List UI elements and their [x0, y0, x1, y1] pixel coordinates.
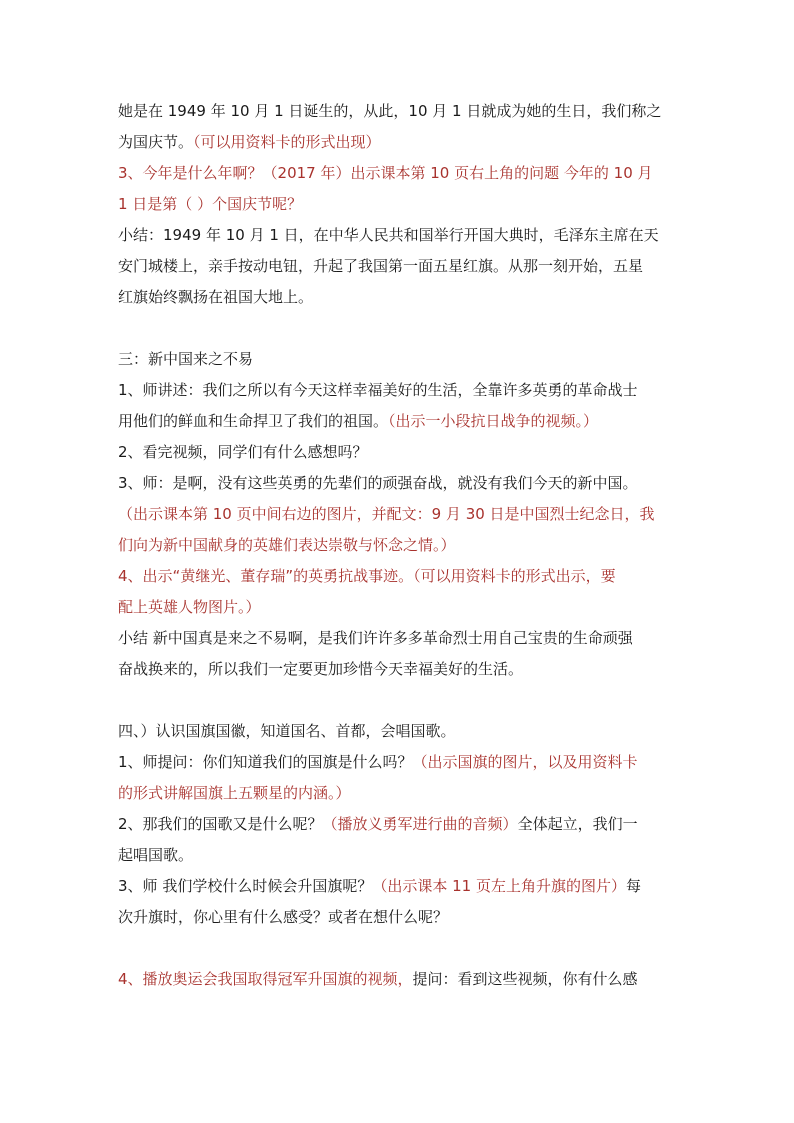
text-line — [118, 530, 678, 561]
body-text: 我们学校什么时候会升国旗呢？ — [157, 877, 373, 895]
highlighted-text: 配上英雄人物图片。） — [118, 598, 261, 616]
body-text: 次升旗时，你心里有什么感受？或者在想什么呢？ — [118, 908, 449, 926]
text-line — [118, 809, 678, 840]
body-text: 三：新中国来之不易 — [118, 350, 254, 368]
text-line — [118, 96, 678, 127]
highlighted-text: （出示课本 11 页左上角升旗的图片） — [372, 877, 626, 895]
text-line — [118, 158, 678, 189]
text-line — [118, 778, 678, 809]
highlighted-text: 4、出示“黄继光、董存瑞”的英勇抗战事迹。 — [118, 567, 414, 585]
text-line — [118, 282, 678, 313]
body-text: 小结 — [118, 629, 149, 647]
body-text: 安门城楼上，亲手按动电钮，升起了我国第一面五星红旗。从那一刻开始，五星 — [118, 257, 644, 275]
highlighted-text: 的形式讲解国旗上五颗星的内涵。） — [118, 784, 351, 802]
highlighted-text: （出示国旗的图片，以及用资料卡 — [412, 753, 638, 771]
highlighted-text: 今年的 10 月 — [559, 164, 653, 182]
highlighted-text: 出示课本第 10 页右上角的问题 — [350, 164, 560, 182]
body-text: 每 — [625, 877, 641, 895]
body-text: 四、）认识国旗国徽，知道国名、首都，会唱国歌。 — [118, 722, 456, 740]
blank-line — [118, 933, 678, 964]
text-line — [118, 127, 678, 158]
body-text: 用他们的鲜血和生命捍卫了我们的祖国。 — [118, 412, 389, 430]
text-line — [118, 623, 678, 654]
text-line — [118, 747, 678, 778]
body-text: 2、那我们的国歌又是什么呢？ — [118, 815, 323, 833]
text-line — [118, 251, 678, 282]
text-line — [118, 406, 678, 437]
body-text: 她是在 1949 年 10 月 1 日诞生的，从此，10 月 1 日就成为她的生日，我们称之 — [118, 102, 662, 120]
body-text: 提问：看到这些视频，你有什么感 — [412, 970, 638, 988]
highlighted-text: 们向为新中国献身的英雄们表达崇敬与怀念之情。） — [118, 536, 456, 554]
text-line — [118, 375, 678, 406]
text-line — [118, 344, 678, 375]
text-line — [118, 499, 678, 530]
body-text: 2、看完视频，同学们有什么感想吗？ — [118, 443, 368, 461]
text-line — [118, 592, 678, 623]
highlighted-text: （出示课本第 10 页中间右边的图片，并配文：9 月 30 日是中国烈士纪念日，我 — [118, 505, 655, 523]
text-line — [118, 716, 678, 747]
body-text: 红旗始终飘扬在祖国大地上。 — [118, 288, 314, 306]
body-text: 1、师讲述：我们之所以有今天这样幸福美好的生活，全靠许多英勇的革命战士 — [118, 381, 638, 399]
text-line — [118, 468, 678, 499]
highlighted-text: 4、播放奥运会我国取得冠军升国旗的视频， — [118, 970, 413, 988]
blank-line — [118, 313, 678, 344]
highlighted-text: （播放义勇军进行曲的音频） — [322, 815, 518, 833]
text-line — [118, 189, 678, 220]
body-text: 全体起立，我们一 — [517, 815, 638, 833]
body-text: 奋战换来的，所以我们一定要更加珍惜今天幸福美好的生活。 — [118, 660, 524, 678]
text-line — [118, 561, 678, 592]
text-line — [118, 840, 678, 871]
body-text: 1、师提问：你们知道我们的国旗是什么吗？ — [118, 753, 413, 771]
blank-line — [118, 685, 678, 716]
text-line — [118, 964, 678, 995]
body-text: 为国庆节。 — [118, 133, 194, 151]
highlighted-text: 3、今年是什么年啊？（2017 年） — [118, 164, 351, 182]
body-text: 3、师 — [118, 877, 158, 895]
document-body — [118, 96, 678, 995]
text-line — [118, 871, 678, 902]
highlighted-text: （可以用资料卡的形式出现） — [193, 133, 381, 151]
text-line — [118, 220, 678, 251]
body-text: 小结：1949 年 10 月 1 日，在中华人民共和国举行开国大典时，毛泽东主席在天 — [118, 226, 659, 244]
highlighted-text: 1 日是第（ ）个国庆节呢？ — [118, 195, 303, 213]
highlighted-text: （可以用资料卡的形式出示，要 — [413, 567, 616, 585]
text-line — [118, 902, 678, 933]
text-line — [118, 437, 678, 468]
highlighted-text: （出示一小段抗日战争的视频。） — [388, 412, 599, 430]
body-text: 起唱国歌。 — [118, 846, 194, 864]
body-text: 新中国真是来之不易啊，是我们许许多多革命烈士用自己宝贵的生命顽强 — [148, 629, 633, 647]
text-line — [118, 654, 678, 685]
body-text: 3、师：是啊，没有这些英勇的先辈们的顽强奋战，就没有我们今天的新中国。 — [118, 474, 638, 492]
